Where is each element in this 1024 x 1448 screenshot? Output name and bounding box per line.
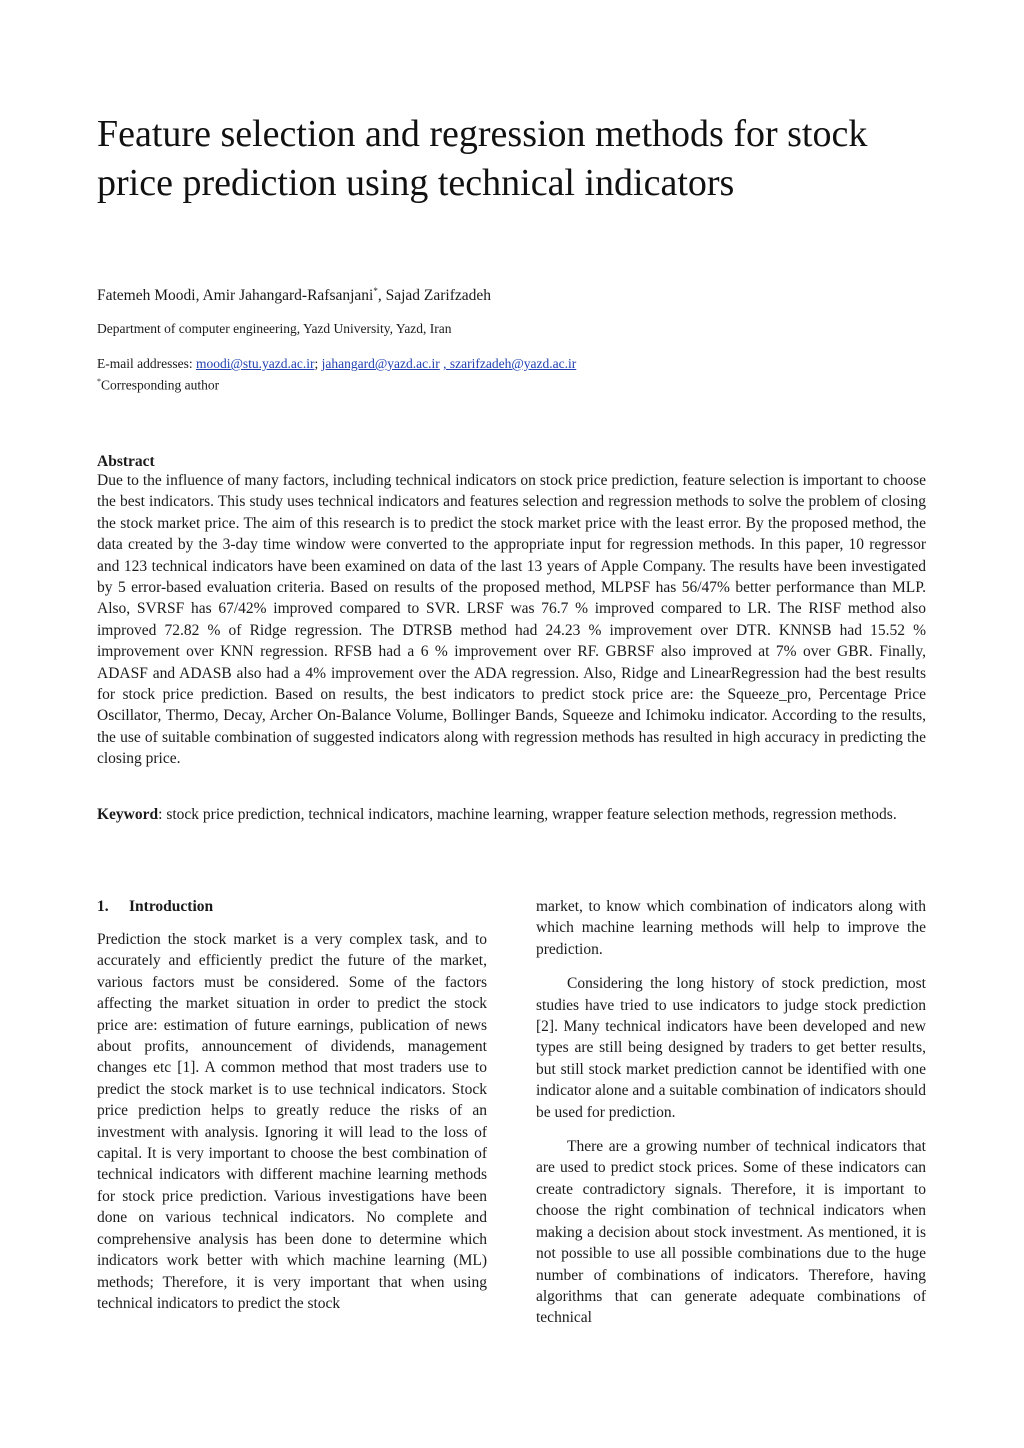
intro-paragraph-2: Considering the long history of stock prediction, most studies have tried to use indicators to judge stock prediction [2]. Many technical indicators have been developed and new types are still being designed by traders to get better results, but still stock market prediction cannot be identified with one indicator alone and a suitable combination of indicators should be used for prediction.	[536, 975, 926, 1121]
corresponding-note-text: Corresponding author	[101, 377, 220, 393]
email-link-zarifzadeh[interactable]: , szarifzadeh@yazd.ac.ir	[443, 356, 577, 371]
section-title: Introduction	[129, 898, 214, 915]
authors-part-2: , Sajad Zarifzadeh	[377, 287, 492, 305]
abstract-body: Due to the influence of many factors, including technical indicators on stock price prediction, feature selection is important to choose the best indicators. This study uses technical indicators and features selection and regression methods to solve the problem of closing the stock market price. The aim of this research is to predict the stock market price with the least error. By the proposed method, the data created by the 3-day time window were converted to the appropriate input for regression methods. In this paper, 10 regressor and 123 technical indicators have been examined on data of the last 13 years of Apple Company. The results have been investigated by 5 error-based evaluation criteria. Based on results of the proposed method, MLPSF has 56/47% better performance than MLP. Also, SVRSF has 67/42% improved compared to SVR. LRSF was 76.7 % improved compared to LR. The RISF method also improved 72.82 % of Ridge regression. The DTRSB method had 24.23 % improvement over DTR. KNNSB had 15.52 % improvement over KNN regression. RFSB had a 6 % improvement over RF. GBRSF also improved at 7% over GBR. Finally, ADASF and ADASB also had a 4% improvement over the ADA regression. Also, Ridge and LinearRegression had the best results for stock price prediction. Based on results, the best indicators to predict stock price are: the Squeeze_pro, Percentage Price Oscillator, Thermo, Decay, Archer On-Balance Volume, Bollinger Bands, Squeeze and Ichimoku indicator. According to the results, the use of suitable combination of suggested indicators along with regression methods has resulted in high accuracy in predicting the closing price.	[97, 472, 926, 768]
section-heading-introduction	[97, 896, 487, 917]
email-link-jahangard[interactable]: jahangard@yazd.ac.ir	[321, 356, 440, 371]
keywords	[97, 804, 926, 825]
left-column	[97, 896, 487, 1327]
intro-paragraph-1: Prediction the stock market is a very complex task, and to accurately and efficiently predict the future of the market, various factors must be considered. Some of the factors affecting the market situation in order to predict the stock price are: estimation of future earnings, publication of news about profits, announcement of dividends, management changes etc [1]. A common method that most traders use to predict the stock market is to use technical indicators. Stock price prediction helps to greatly reduce the risks of an investment with analysis. Ignoring it will lead to the loss of capital. It is very important to choose the best combination of technical indicators with different machine learning methods for stock price prediction. Various investigations have been done on various technical indicators. No complete and comprehensive analysis has been done to determine which indicators work better with which machine learning (ML) methods; Therefore, it is very important that when using technical indicators to predict the stock	[97, 931, 487, 1312]
email-label: E-mail addresses:	[97, 356, 196, 371]
corresponding-mark: *	[373, 286, 378, 296]
email-link-moodi[interactable]: moodi@stu.yazd.ac.ir	[195, 356, 315, 371]
intro-paragraph-1-continued: market, to know which combination of indicators along with which machine learning methods will help to improve the prediction.	[536, 898, 926, 958]
email-addresses	[97, 355, 576, 373]
abstract-heading: Abstract	[97, 453, 155, 470]
section-number: 1.	[97, 898, 109, 915]
affiliation: Department of computer engineering, Yazd University, Yazd, Iran	[97, 321, 452, 336]
keywords-text: : stock price prediction, technical indicators, machine learning, wrapper feature selection methods, regression methods.	[158, 806, 897, 823]
email-separator: ;	[314, 356, 322, 371]
keywords-label: Keyword	[97, 806, 159, 823]
right-column	[536, 896, 926, 1342]
intro-paragraph-3: There are a growing number of technical indicators that are used to predict stock prices. Some of these indicators can create contradictory signals. Therefore, it is important to choose the right combination of technical indicators when making a decision about stock investment. As mentioned, it is not possible to use all possible combinations due to the huge number of combinations of indicators. Therefore, having algorithms that can generate adequate combinations of technical	[536, 1138, 926, 1327]
corresponding-author-note	[97, 373, 219, 395]
authors-part-1: Fatemeh Moodi, Amir Jahangard-Rafsanjani	[97, 287, 374, 305]
corresponding-note-mark: *	[97, 377, 101, 386]
paper-title: Feature selection and regression methods for stock price prediction using technical indicators	[97, 113, 868, 204]
author-list	[97, 281, 491, 306]
